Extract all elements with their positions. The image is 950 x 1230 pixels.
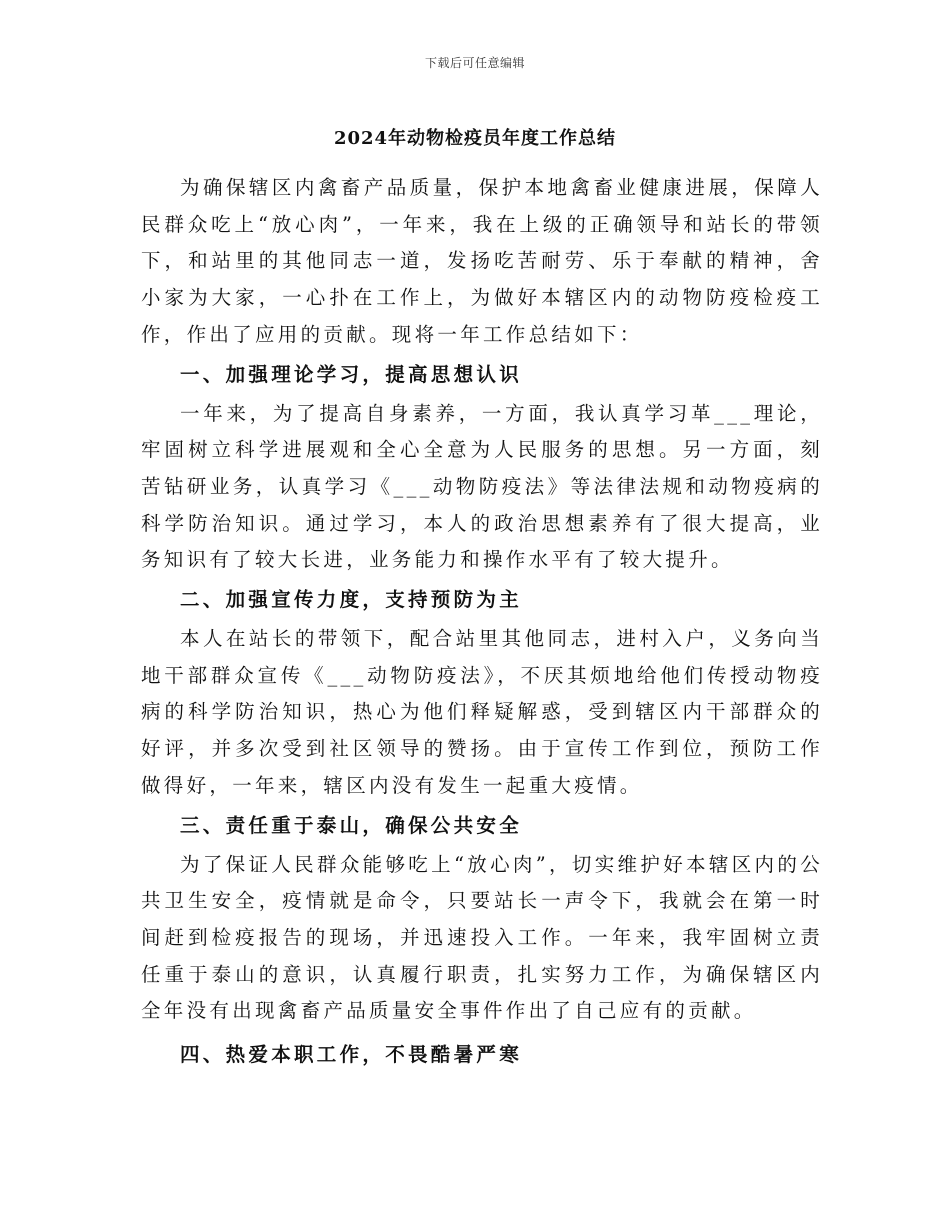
section-heading-1: 一、加强理论学习，提高思想认识 [180,362,523,386]
intro-paragraph: 为确保辖区内禽畜产品质量，保护本地禽畜业健康进展，保障人民群众吃上“放心肉”，一年来，我在上级的正确领导和站长的带领下，和站里的其他同志一道，发扬吃苦耐劳、乐于奉献的精神，舍小家为大家，一心扑在工作上，为做好本辖区内的动物防疫检疫工作，作出了应用的贡献。现将一年工作总结如下： [141,176,823,346]
section-heading-4: 四、热爱本职工作，不畏酷暑严寒 [180,1043,523,1067]
section-paragraph-1: 一年来，为了提高自身素养，一方面，我认真学习革___理论，牢固树立科学进展观和全心全意为人民服务的思想。另一方面，刻苦钻研业务，认真学习《___动物防疫法》等法律法规和动物疫病的科学防治知识。通过学习，本人的政治思想素养有了很大提高，业务知识有了较大长进，业务能力和操作水平有了较大提升。 [141,401,823,572]
section-heading-3: 三、责任重于泰山，确保公共安全 [180,813,523,837]
document-body [141,170,823,1076]
document-title: 2024年动物检疫员年度工作总结 [333,128,617,149]
section-paragraph-2: 本人在站长的带领下，配合站里其他同志，进村入户，义务向当地干部群众宣传《___动物防疫法》，不厌其烦地给他们传授动物疫病的科学防治知识，热心为他们释疑解惑，受到辖区内干部群众的好评，并多次受到社区领导的赞扬。由于宣传工作到位，预防工作做得好，一年来，辖区内没有发生一起重大疫情。 [141,627,823,797]
header-note: 下载后可任意编辑 [424,56,525,70]
section-heading-2: 二、加强宣传力度，支持预防为主 [180,588,523,612]
section-paragraph-3: 为了保证人民群众能够吃上“放心肉”，切实维护好本辖区内的公共卫生安全，疫情就是命令，只要站长一声令下，我就会在第一时间赶到检疫报告的现场，并迅速投入工作。一年来，我牢固树立责任重于泰山的意识，认真履行职责，扎实努力工作，为确保辖区内全年没有出现禽畜产品质量安全事件作出了自己应有的贡献。 [141,852,823,1023]
